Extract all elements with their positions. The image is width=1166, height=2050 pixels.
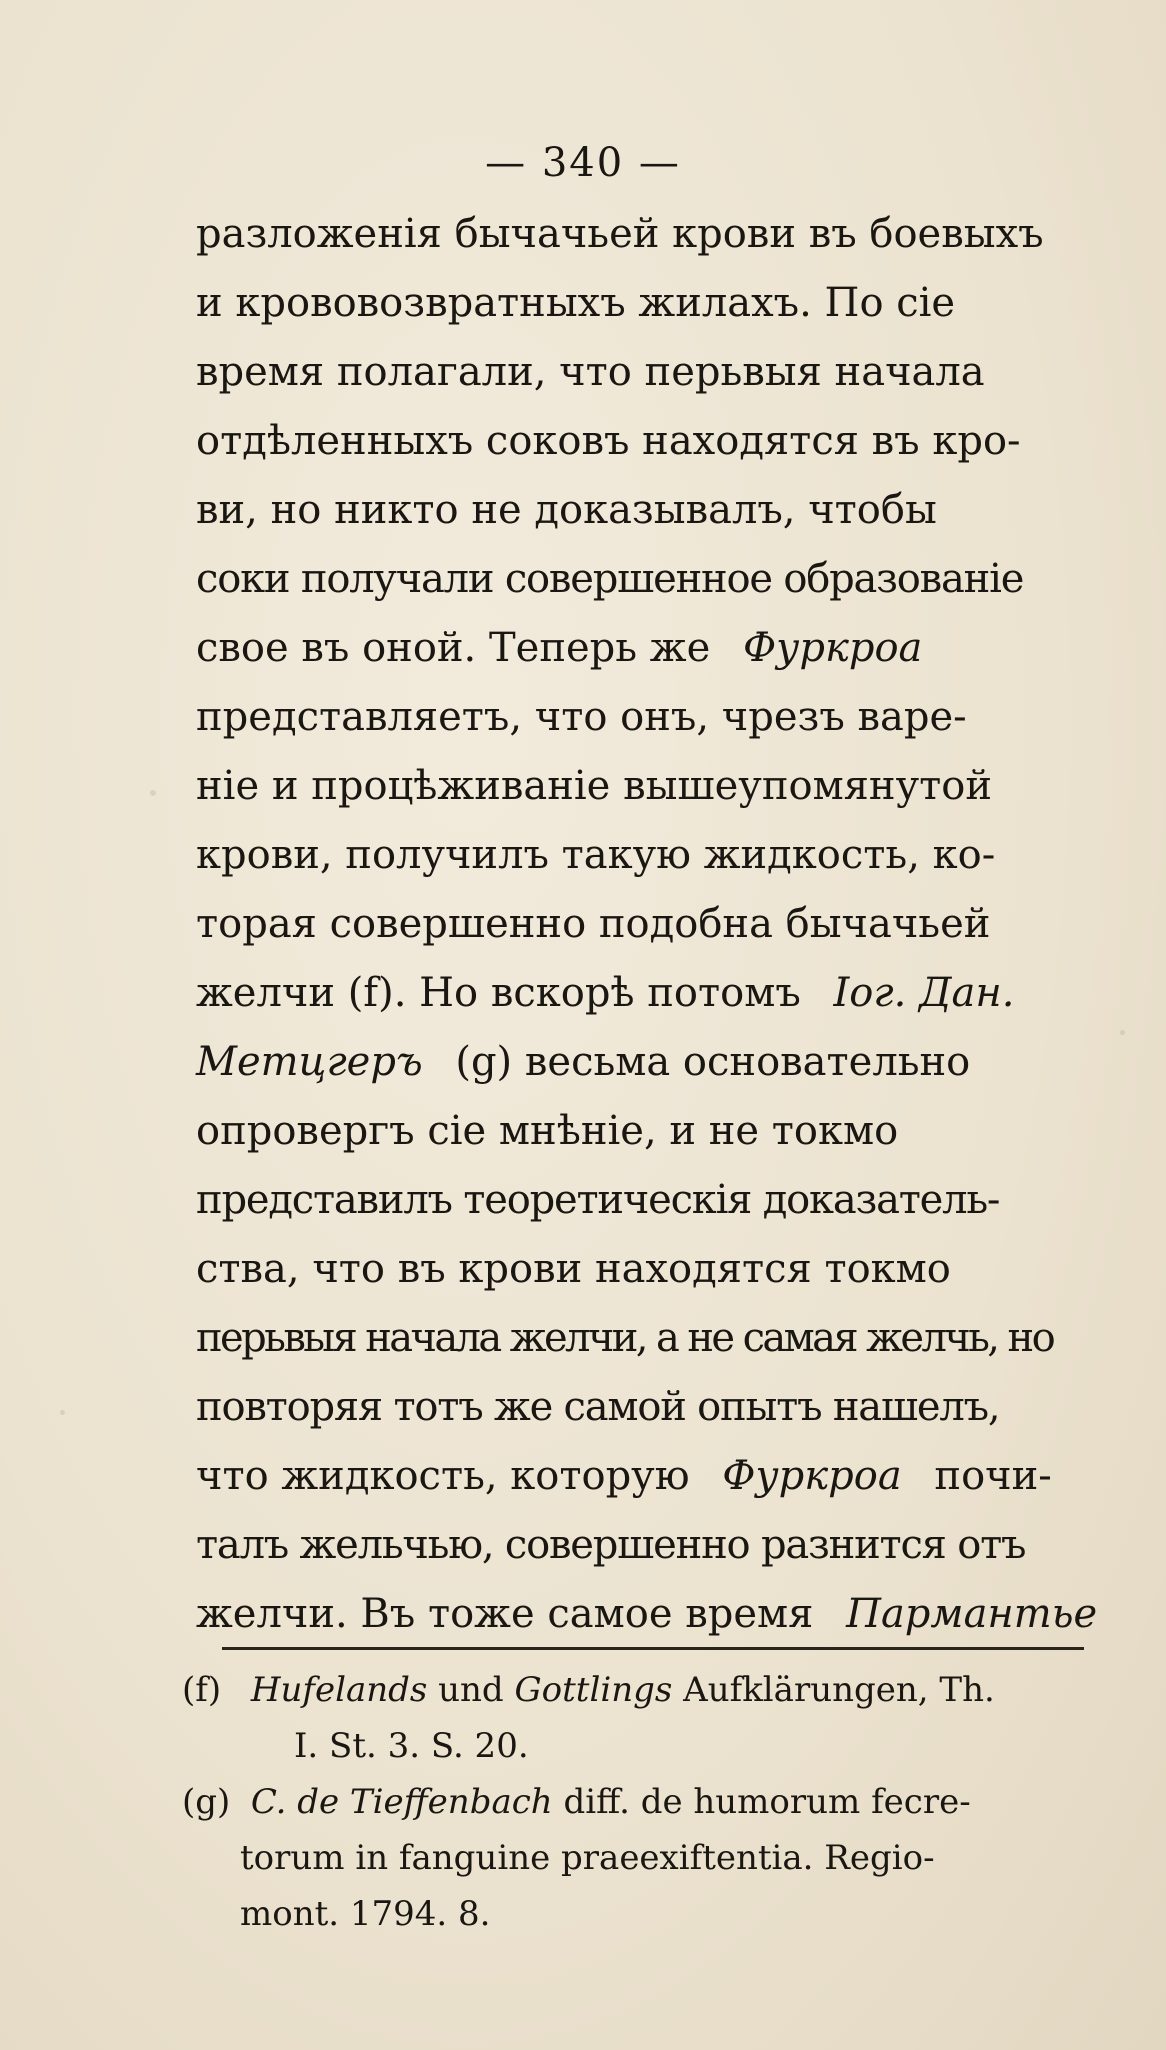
body-text	[196, 200, 1106, 1649]
text-line: соки получали совершенное образованіе	[196, 556, 1024, 602]
text-line: свое въ оной. Теперь же Фуркроа	[196, 614, 1106, 683]
author-name: Пармантье	[846, 1591, 1098, 1637]
text-line: представилъ теоретическія доказатель-	[196, 1177, 1000, 1223]
text-line: время полагали, что перьвыя начала	[196, 349, 985, 395]
text-line: желчи. Въ тоже самое время Пармантье	[196, 1580, 1106, 1649]
text-line: талъ жельчью, совершенно разнится отъ	[196, 1522, 1026, 1568]
text-line: Метцгеръ (g) весьма основательно	[196, 1028, 1106, 1097]
author-name: Фуркроа	[742, 625, 923, 671]
text-line: разложенія бычачьей крови въ боевыхъ	[196, 211, 1044, 257]
text-line: торая совершенно подобна бычачьей	[196, 901, 991, 947]
footnote-g-continued: torum in fanguine praeexiftentia. Regio-	[240, 1838, 935, 1878]
footnote-f: (f) Hufelands und Gottlings Aufklärungen, Th.	[182, 1662, 1092, 1718]
paper-stain	[1120, 1030, 1125, 1035]
text-line: ви, но никто не доказывалъ, чтобы	[196, 487, 937, 533]
text-line: ніе и процѣживаніе вышеупомянутой	[196, 763, 992, 809]
text-line: перьвыя начала желчи, а не самая желчь, но	[196, 1315, 1054, 1361]
footnote-marker: (g)	[182, 1782, 231, 1822]
author-name: Фуркроа	[722, 1453, 902, 1499]
text-line: повторяя тотъ же самой опытъ нашелъ,	[196, 1384, 1000, 1430]
text-line: опровергъ сіе мнѣніе, и не токмо	[196, 1108, 899, 1154]
author-name: Іог. Дан.	[833, 970, 1015, 1016]
text-line: желчи (f). Но вскорѣ потомъ Іог. Дан.	[196, 959, 1106, 1028]
footnote-f-continued: I. St. 3. S. 20.	[294, 1726, 529, 1766]
text-line: и крововозвратныхъ жилахъ. По сіе	[196, 280, 956, 326]
paper-stain	[60, 1410, 65, 1415]
text-line: отдѣленныхъ соковъ находятся въ кро-	[196, 418, 1021, 464]
text-line: что жидкость, которую Фуркроа почи-	[196, 1442, 1106, 1511]
author-name: Метцгеръ	[196, 1039, 423, 1085]
footnotes	[182, 1662, 1092, 1942]
paper-stain	[150, 790, 156, 796]
text-line: представляетъ, что онъ, чрезъ варе-	[196, 694, 967, 740]
footnote-marker: (f)	[182, 1670, 222, 1710]
footnote-divider	[222, 1647, 1084, 1650]
text-line: ства, что въ крови находятся токмо	[196, 1246, 951, 1292]
footnote-g-continued: mont. 1794. 8.	[240, 1894, 491, 1934]
footnote-g: (g) C. de Tieffenbach diff. de humorum fecre-	[182, 1774, 1092, 1830]
page-number: — 340 —	[485, 140, 681, 186]
text-line: крови, получилъ такую жидкость, ко-	[196, 832, 996, 878]
